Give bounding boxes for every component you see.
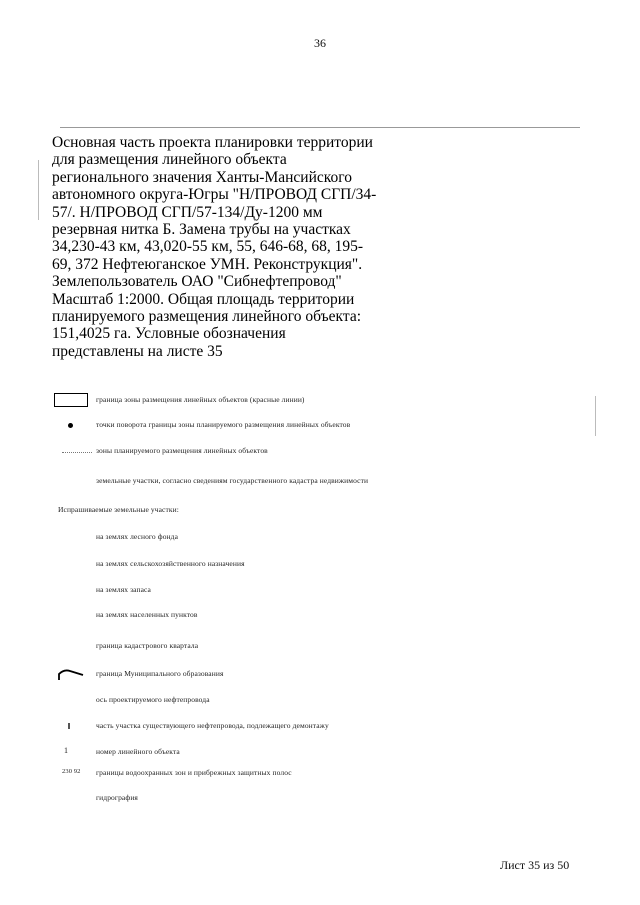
legend-label: на землях населенных пунктов <box>96 610 198 619</box>
legend-label: номер линейного объекта <box>96 747 180 756</box>
legend-heading: Испрашиваемые земельные участки: <box>58 505 179 514</box>
title-line: 69, 372 Нефтеюганское УМН. Реконструкция". <box>52 255 363 273</box>
legend-item-water-protection-zones <box>0 766 640 782</box>
title-line: регионального значения Ханты-Мансийского <box>52 168 352 186</box>
top-divider <box>60 127 580 128</box>
title-line: для размещения линейного объекта <box>52 151 287 169</box>
legend-label: ось проектируемого нефтепровода <box>96 695 210 704</box>
legend-item-reserve-lands <box>0 583 640 599</box>
title-line: 151,4025 га. Условные обозначения <box>52 325 286 343</box>
legend-label: на землях запаса <box>96 585 151 594</box>
legend-label: точки поворота границы зоны планируемого размещения линейных объектов <box>96 420 351 429</box>
tick-symbol-icon <box>68 723 70 729</box>
dot-symbol-icon <box>68 423 73 428</box>
legend-label: на землях лесного фонда <box>96 532 179 541</box>
document-title <box>52 134 382 360</box>
legend-item-placement-zones <box>0 444 640 460</box>
legend-label: земельные участки, согласно сведениям государственного кадастра недвижимости <box>96 476 369 485</box>
title-line: 34,230-43 км, 43,020-55 км, 55, 646-68, 68, 195- <box>52 238 364 256</box>
title-line: Основная часть проекта планировки территории <box>52 134 373 151</box>
boundary-arc-icon <box>56 667 86 681</box>
legend-item-dismantled-pipeline <box>0 719 640 735</box>
legend-label: граница зоны размещения линейных объектов (красные линии) <box>96 395 305 404</box>
legend-item-agricultural-lands <box>0 557 640 573</box>
legend-item-cadastral-quarter <box>0 639 640 655</box>
title-line: Землепользователь ОАО "Сибнефтепровод" <box>52 273 342 291</box>
title-line: Масштаб 1:2000. Общая площадь территории <box>52 290 355 308</box>
legend-item-red-lines <box>0 392 640 408</box>
title-line: автономного округа-Югры "Н/ПРОВОД СГП/34- <box>52 186 377 204</box>
title-line: представлены на листе 35 <box>52 342 223 360</box>
legend-item-hydrography <box>0 791 640 807</box>
object-number-symbol: 1 <box>64 746 69 755</box>
legend-label: на землях сельскохозяйственного назначения <box>96 559 245 568</box>
water-zone-symbol: 230 92 <box>62 768 81 775</box>
legend-item-settlement-lands <box>0 608 640 624</box>
title-line: резервная нитка Б. Замена трубы на участках <box>52 221 351 239</box>
left-margin-mark <box>38 160 39 220</box>
legend-item-object-number <box>0 745 640 761</box>
legend-item-municipal-boundary <box>0 667 640 683</box>
sheet-footer: Лист 35 из 50 <box>500 858 570 872</box>
legend-item-pipeline-axis <box>0 693 640 709</box>
legend-heading-requested-parcels <box>0 503 640 519</box>
page-number: 36 <box>314 36 326 50</box>
legend-label: граница кадастрового квартала <box>96 641 199 650</box>
legend-label: граница Муниципального образования <box>96 669 224 678</box>
legend-label: границы водоохранных зон и прибрежных защитных полос <box>96 768 292 777</box>
legend-label: часть участка существующего нефтепровода, подлежащего демонтажу <box>96 721 329 730</box>
title-line: планируемого размещения линейного объекта: <box>52 308 362 326</box>
legend-item-cadastre-parcels <box>0 474 640 490</box>
dotted-line-icon <box>62 452 92 453</box>
legend-label: зоны планируемого размещения линейных объектов <box>96 446 268 455</box>
rectangle-symbol-icon <box>54 393 88 407</box>
legend-item-turn-points <box>0 418 640 434</box>
title-line: 57/. Н/ПРОВОД СГП/57-134/Ду-1200 мм <box>52 203 323 221</box>
legend-label: гидрография <box>96 793 138 802</box>
legend-item-forest-lands <box>0 530 640 546</box>
